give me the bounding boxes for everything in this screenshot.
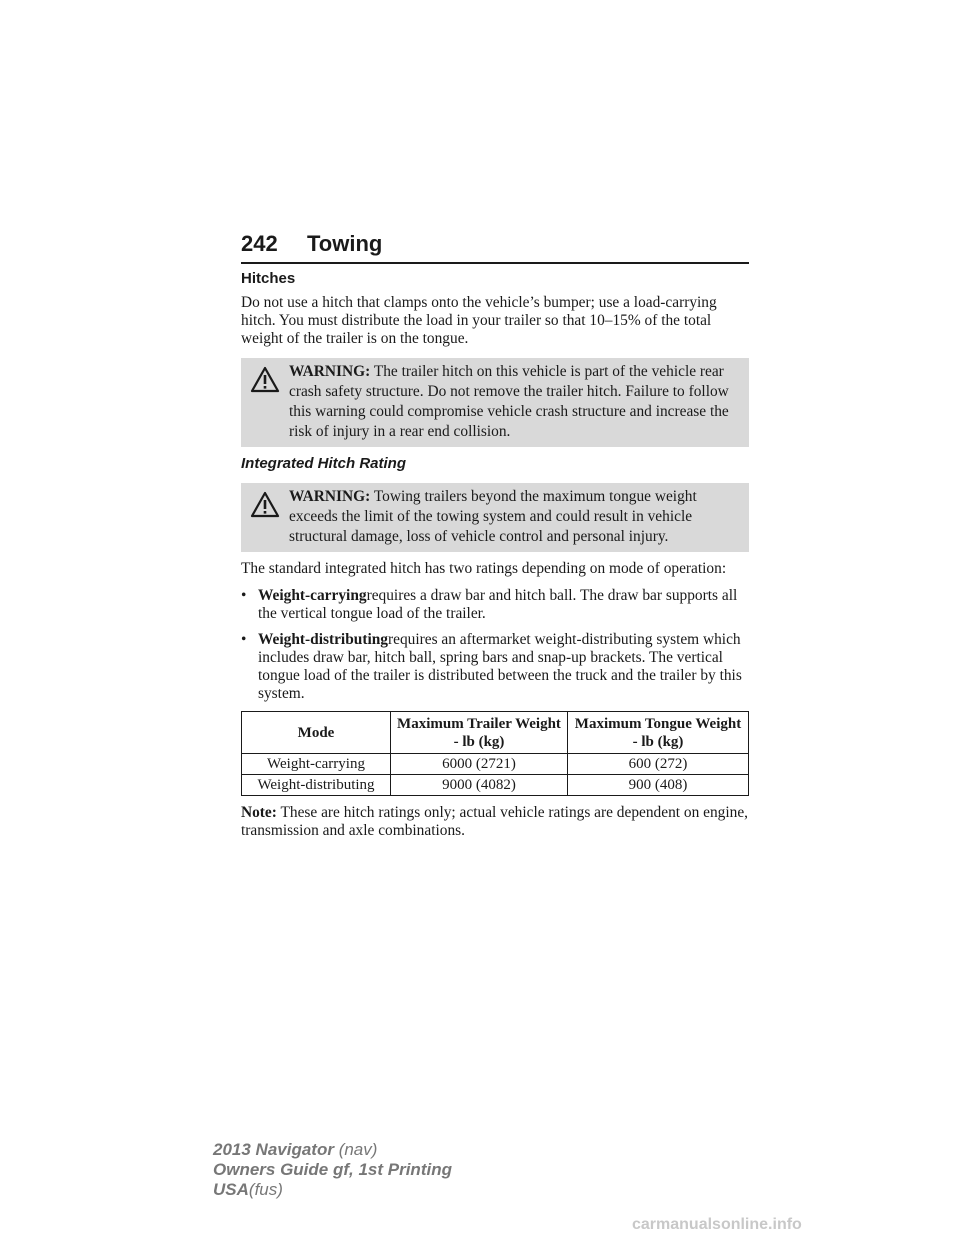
table-row	[242, 754, 749, 775]
bullet-weight-carrying	[241, 587, 749, 623]
hitches-heading: Hitches	[241, 270, 296, 287]
column-header-mode: Mode	[242, 712, 391, 754]
warning-text	[243, 487, 743, 547]
table-header-row	[242, 712, 749, 754]
bullet-text: requires an aftermarket weight-distributing system which includes draw bar, hitch ball, spring bars and snap-up brackets. The vertical tongue load of the trailer is distributed between the truck and the trailer by this system.	[258, 631, 742, 702]
hitch-ratings-table	[241, 711, 749, 796]
intro-paragraph: The standard integrated hitch has two ratings depending on mode of operation:	[241, 560, 727, 577]
page-number: 242	[241, 231, 278, 256]
table-cell: 900 (408)	[568, 775, 749, 796]
warning-box-tongue	[241, 483, 749, 552]
hitches-body: Do not use a hitch that clamps onto the vehicle’s bumper; use a load-carrying hitch. You must distribute the load in your trailer so that 10–15% of the total weight of the trailer is on the tongue.	[241, 294, 717, 347]
bullet-dot: •	[241, 631, 247, 648]
warning-box-hitch	[241, 358, 749, 447]
warning-triangle-icon	[250, 366, 280, 393]
bullet-term: Weight-distributing	[258, 631, 388, 648]
note-label: Note:	[241, 804, 277, 821]
footer-line-market	[213, 1180, 452, 1200]
warning-label: WARNING:	[289, 363, 371, 380]
footer-market: USA	[213, 1180, 249, 1199]
table-row	[242, 775, 749, 796]
table-cell: Weight-carrying	[242, 754, 391, 775]
bullet-term: Weight-carrying	[258, 587, 367, 604]
bullet-dot: •	[241, 587, 247, 604]
note-text: These are hitch ratings only; actual vehicle ratings are dependent on engine, transmission and axle combinations.	[241, 804, 749, 839]
section-title: Towing	[307, 231, 383, 256]
warning-triangle-icon	[250, 491, 280, 518]
rating-heading: Integrated Hitch Rating	[241, 455, 407, 472]
page-footer	[213, 1140, 452, 1200]
footer-market-code: (fus)	[248, 1180, 283, 1199]
column-header-tongue-weight: Maximum Tongue Weight - lb (kg)	[568, 712, 749, 754]
footer-model: 2013 Navigator	[213, 1140, 334, 1159]
table-cell: 6000 (2721)	[391, 754, 568, 775]
table-cell: Weight-distributing	[242, 775, 391, 796]
note-paragraph	[241, 804, 749, 840]
footer-guide: Owners Guide gf, 1st Printing	[213, 1160, 452, 1179]
table-cell: 600 (272)	[568, 754, 749, 775]
bullet-text: requires a draw bar and hitch ball. The draw bar supports all the vertical tongue load of the trailer.	[258, 587, 738, 622]
warning-label: WARNING:	[289, 488, 371, 505]
warning-body: The trailer hitch on this vehicle is part of the vehicle rear crash safety structure. Do not remove the trailer hitch. Failure to follow this warning could compromise vehicle crash structure and increase the risk of injury in a rear end collision.	[289, 363, 729, 440]
page-header	[241, 229, 749, 264]
warning-body: Towing trailers beyond the maximum tongue weight exceeds the limit of the towing system and could result in vehicle structural damage, loss of vehicle control and personal injury.	[289, 488, 697, 545]
table-cell: 9000 (4082)	[391, 775, 568, 796]
column-header-trailer-weight: Maximum Trailer Weight - lb (kg)	[391, 712, 568, 754]
warning-text	[243, 362, 743, 442]
footer-line-model	[213, 1140, 452, 1160]
footer-model-code: (nav)	[338, 1140, 378, 1159]
bullet-weight-distributing	[241, 631, 749, 703]
watermark: carmanualsonline.info	[632, 1216, 802, 1233]
page-content	[241, 270, 749, 849]
